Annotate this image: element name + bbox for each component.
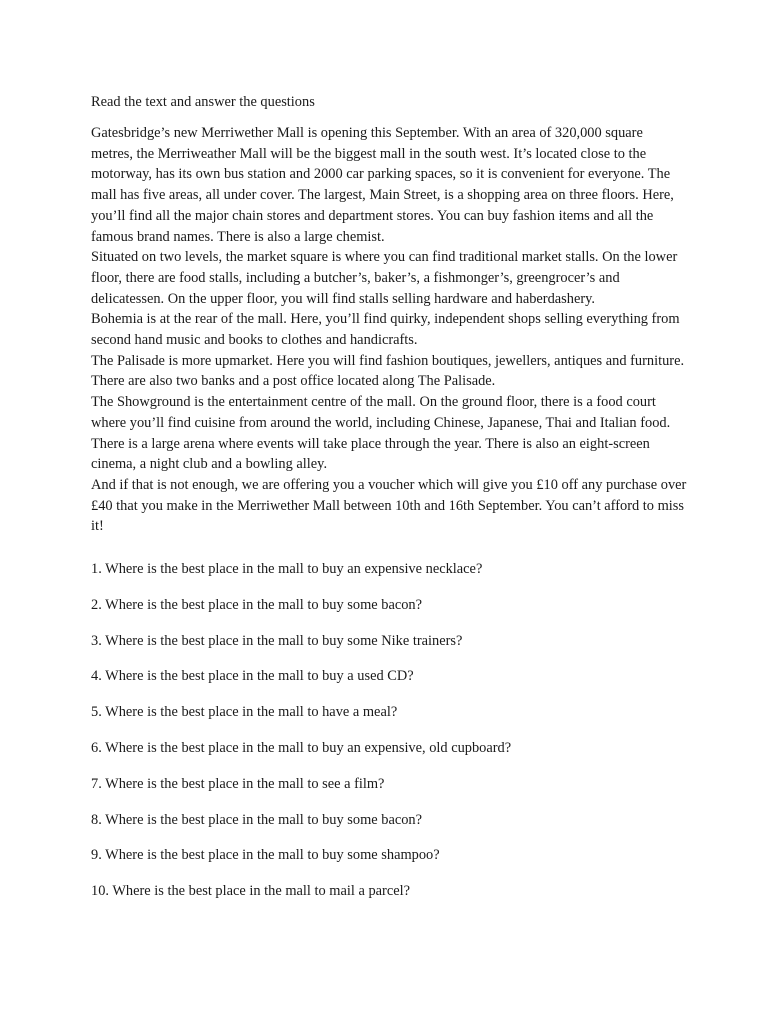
passage-paragraph: Situated on two levels, the market square is where you can find traditional market stalls. On the lower floor, there are food stalls, including a butcher’s, baker’s, a fishmonger’s, greengrocer’s and delicatessen. On the upper floor, you will find stalls selling hardware and haberdashery.	[91, 249, 678, 307]
question-item: 2. Where is the best place in the mall to buy some bacon?	[91, 596, 423, 613]
passage-paragraph: The Palisade is more upmarket. Here you will find fashion boutiques, jewellers, antiques and furniture. There are also two banks and a post office located along The Palisade.	[91, 352, 685, 390]
passage-paragraph: Bohemia is at the rear of the mall. Here, you’ll find quirky, independent shops selling everything from second hand music and books to clothes and handicrafts.	[91, 311, 680, 349]
passage-paragraph: And if that is not enough, we are offering you a voucher which will give you £10 off any purchase over £40 that you make in the Merriwether Mall between 10th and 16th September. You can’t afford to miss it!	[91, 476, 687, 535]
question-item: 3. Where is the best place in the mall to buy some Nike trainers?	[91, 632, 463, 649]
question-item: 7. Where is the best place in the mall to see a film?	[91, 775, 385, 792]
question-item: 8. Where is the best place in the mall to buy some bacon?	[91, 811, 423, 828]
question-item: 1. Where is the best place in the mall to buy an expensive necklace?	[91, 561, 483, 578]
question-item: 10. Where is the best place in the mall to mail a parcel?	[91, 883, 411, 900]
question-list	[91, 559, 688, 917]
instruction-text: Read the text and answer the questions	[91, 94, 315, 110]
question-item: 5. Where is the best place in the mall to have a meal?	[91, 704, 398, 721]
question-item: 9. Where is the best place in the mall to buy some shampoo?	[91, 847, 440, 864]
question-item: 4. Where is the best place in the mall to buy a used CD?	[91, 668, 414, 685]
passage-paragraph: The Showground is the entertainment centre of the mall. On the ground floor, there is a food court where you’ll find cuisine from around the world, including Chinese, Japanese, Thai and Italian food. There is a large arena where events will take place through the year. There is also an eight-screen cinema, a night club and a bowling alley.	[91, 394, 671, 473]
passage-paragraph: Gatesbridge’s new Merriwether Mall is opening this September. With an area of 320,000 square metres, the Merriweather Mall will be the biggest mall in the south west. It’s located close to the motorway, has its own bus station and 2000 car parking spaces, so it is convenient for everyone. The mall has five areas, all under cover. The largest, Main Street, is a shopping area on three floors. Here, you’ll find all the major chain stores and department stores. You can buy fashion items and all the famous brand names. There is also a large chemist.	[91, 125, 674, 245]
question-item: 6. Where is the best place in the mall to buy an expensive, old cupboard?	[91, 740, 512, 757]
reading-passage	[91, 123, 688, 537]
